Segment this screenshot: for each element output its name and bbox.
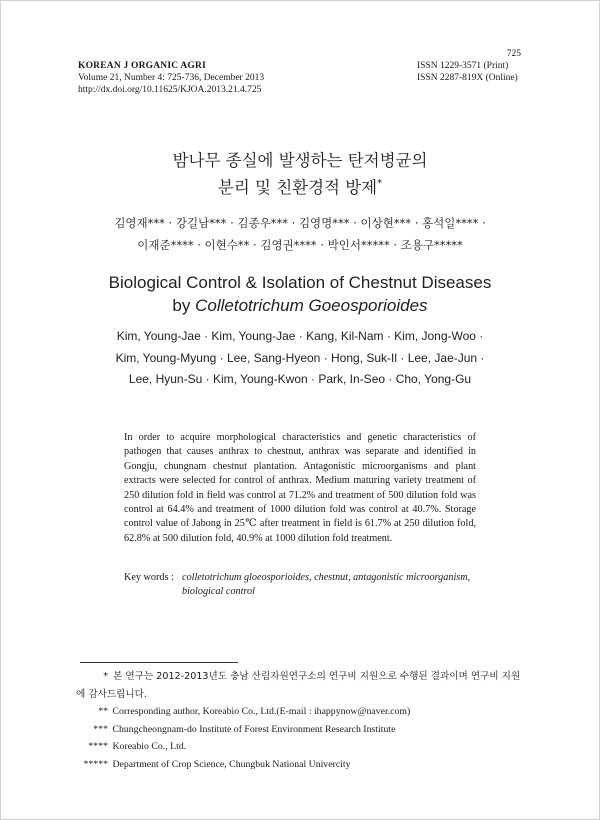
korean-title-line1: 밤나무 종실에 발생하는 탄저병균의 xyxy=(172,151,428,170)
footnote-marker: * xyxy=(103,671,108,682)
english-authors-line1: Kim, Young-Jae · Kim, Young-Jae · Kang, Kil-Nam · Kim, Jong-Woo · xyxy=(116,329,484,343)
footnote-corresponding xyxy=(76,703,526,721)
english-authors xyxy=(0,326,600,391)
korean-authors-line1: 김영재*** · 강길남*** · 김종우*** · 김영명*** · 이상현*** · 홍석일**** · xyxy=(114,216,486,230)
footnote-affiliation-4 xyxy=(76,738,526,756)
volume-info: Volume 21, Number 4: 725-736, December 2013 xyxy=(78,73,265,83)
english-title-line2 xyxy=(0,294,600,317)
footnote-text: Chungcheongnam-do Institute of Forest Environment Research Institute xyxy=(112,723,396,735)
footnote-divider xyxy=(80,662,238,663)
footnote-marker: ** xyxy=(98,706,108,718)
footnote-marker: *** xyxy=(93,723,108,735)
footnote-text: 본 연구는 2012-2013년도 충남 산림자원연구소의 연구비 지원으로 수행된 결과이며 연구비 지원에 감사드립니다. xyxy=(76,671,521,700)
issn-block xyxy=(417,48,521,84)
footnotes xyxy=(76,668,526,774)
page-number: 725 xyxy=(506,49,521,59)
issn-print: ISSN 1229-3571 (Print) xyxy=(417,61,509,71)
keywords-line2: biological control xyxy=(182,586,255,598)
footnote-text: Koreabio Co., Ltd. xyxy=(112,741,187,753)
keywords xyxy=(124,571,484,600)
english-title-species: Colletotrichum Goeosporioides xyxy=(195,296,428,315)
korean-title-line2: 분리 및 친환경적 방제 xyxy=(217,178,378,197)
keywords-line1: colletotrichum gloeosporioides, chestnut, antagonistic microorganism, xyxy=(182,572,471,583)
doi-link[interactable]: http://dx.doi.org/10.11625/KJOA.2013.21.4.725 xyxy=(78,85,262,95)
english-title xyxy=(0,271,600,317)
journal-header xyxy=(78,60,264,96)
keywords-label: Key words : xyxy=(124,572,174,583)
footnote-text: Department of Crop Science, Chungbuk National Univercity xyxy=(112,758,351,770)
english-title-line1: Biological Control & Isolation of Chestnut Diseases xyxy=(108,273,492,292)
journal-name: KOREAN J ORGANIC AGRI xyxy=(78,61,206,71)
footnote-affiliation-3 xyxy=(76,721,526,739)
footnote-text: Corresponding author, Koreabio Co., Ltd.(E-mail : ihappynow@naver.com) xyxy=(112,706,411,718)
english-title-by: by xyxy=(172,296,196,315)
footnote-marker: ***** xyxy=(83,758,108,770)
korean-title-mark: * xyxy=(377,178,383,189)
footnote-funding xyxy=(76,668,526,703)
korean-title-line2-wrap xyxy=(0,174,600,201)
english-authors-line3: Lee, Hyun-Su · Kim, Young-Kwon · Park, In-Seo · Cho, Yong-Gu xyxy=(128,372,472,386)
korean-authors-line2: 이재준**** · 이현수** · 김영권**** · 박인서***** · 조용구***** xyxy=(137,238,463,252)
footnote-affiliation-5 xyxy=(76,756,526,774)
korean-authors xyxy=(0,212,600,256)
abstract: In order to acquire morphological characteristics and genetic characteristics of pathogen that causes anthrax to chestnut, anthrax was separate and identified in Gongju, chungnam chestnut plantation. Antagonistic microorganisms and plant extracts were selected for control of anthrax. Medium maturing variety treatment of 250 dilution fold in field was control at 71.2% and treatment of 500 dilution fold was control at 64.4% and treatment of 1000 dilution fold was control at 40.7%. Storage control value of Jabong in 25℃ after treatment in field is 61.7% at 250 dilution fold, 62.8% at 500 dilution fold, 40.9% at 1000 dilution fold treatment. xyxy=(124,432,476,544)
korean-title xyxy=(0,147,600,201)
footnote-marker: **** xyxy=(88,741,108,753)
issn-online: ISSN 2287-819X (Online) xyxy=(417,73,518,83)
english-authors-line2: Kim, Young-Myung · Lee, Sang-Hyeon · Hong, Suk-Il · Lee, Jae-Jun · xyxy=(115,350,485,365)
